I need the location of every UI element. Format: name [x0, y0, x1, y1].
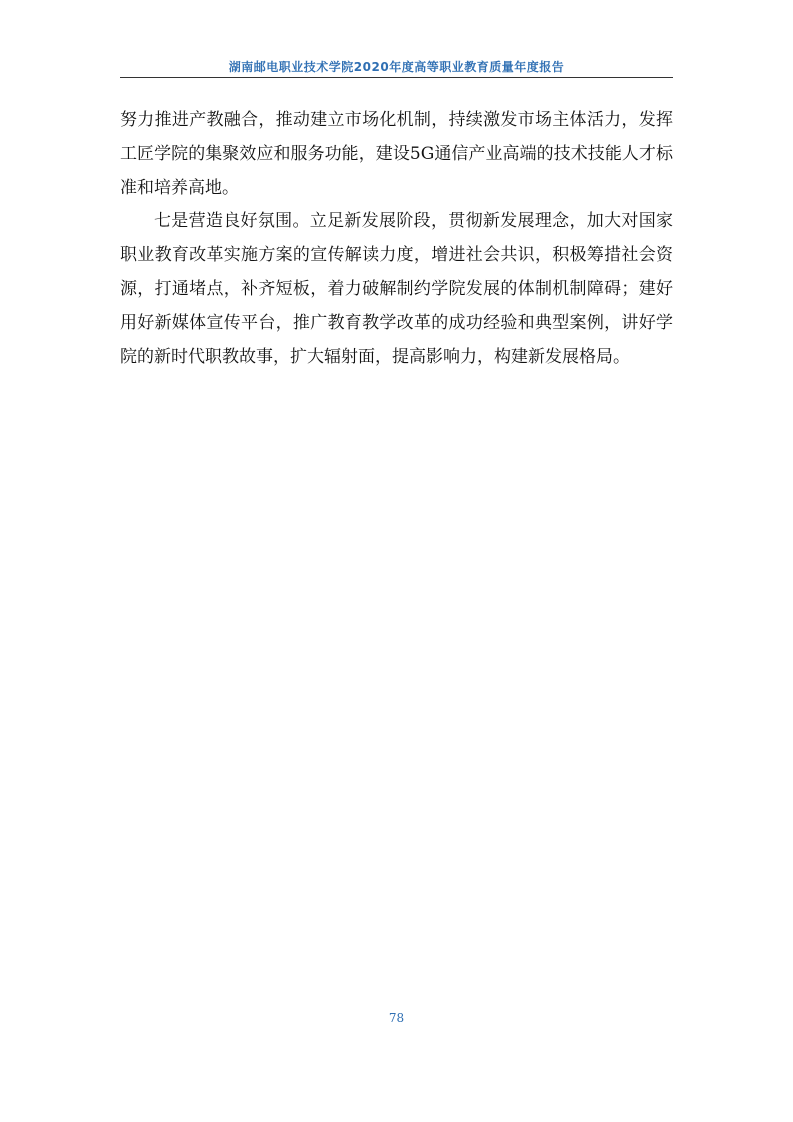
body-content — [120, 104, 673, 374]
header-divider — [120, 77, 673, 78]
paragraph-continuation: 努力推进产教融合，推动建立市场化机制，持续激发市场主体活力，发挥工匠学院的集聚效应和服务功能，建设5G通信产业高端的技术技能人才标准和培养高地。 — [120, 110, 673, 198]
page-header-title: 湖南邮电职业技术学院2020年度高等职业教育质量年度报告 — [228, 60, 565, 74]
page-number: 78 — [388, 1011, 405, 1025]
paragraph-section-seven: 七是营造良好氛围。立足新发展阶段，贯彻新发展理念，加大对国家职业教育改革实施方案的宣传解读力度，增进社会共识，积极筹措社会资源，打通堵点，补齐短板，着力破解制约学院发展的体制机制障碍；建好用好新媒体宣传平台，推广教育教学改革的成功经验和典型案例，讲好学院的新时代职教故事，扩大辐射面，提高影响力，构建新发展格局。 — [120, 211, 673, 367]
